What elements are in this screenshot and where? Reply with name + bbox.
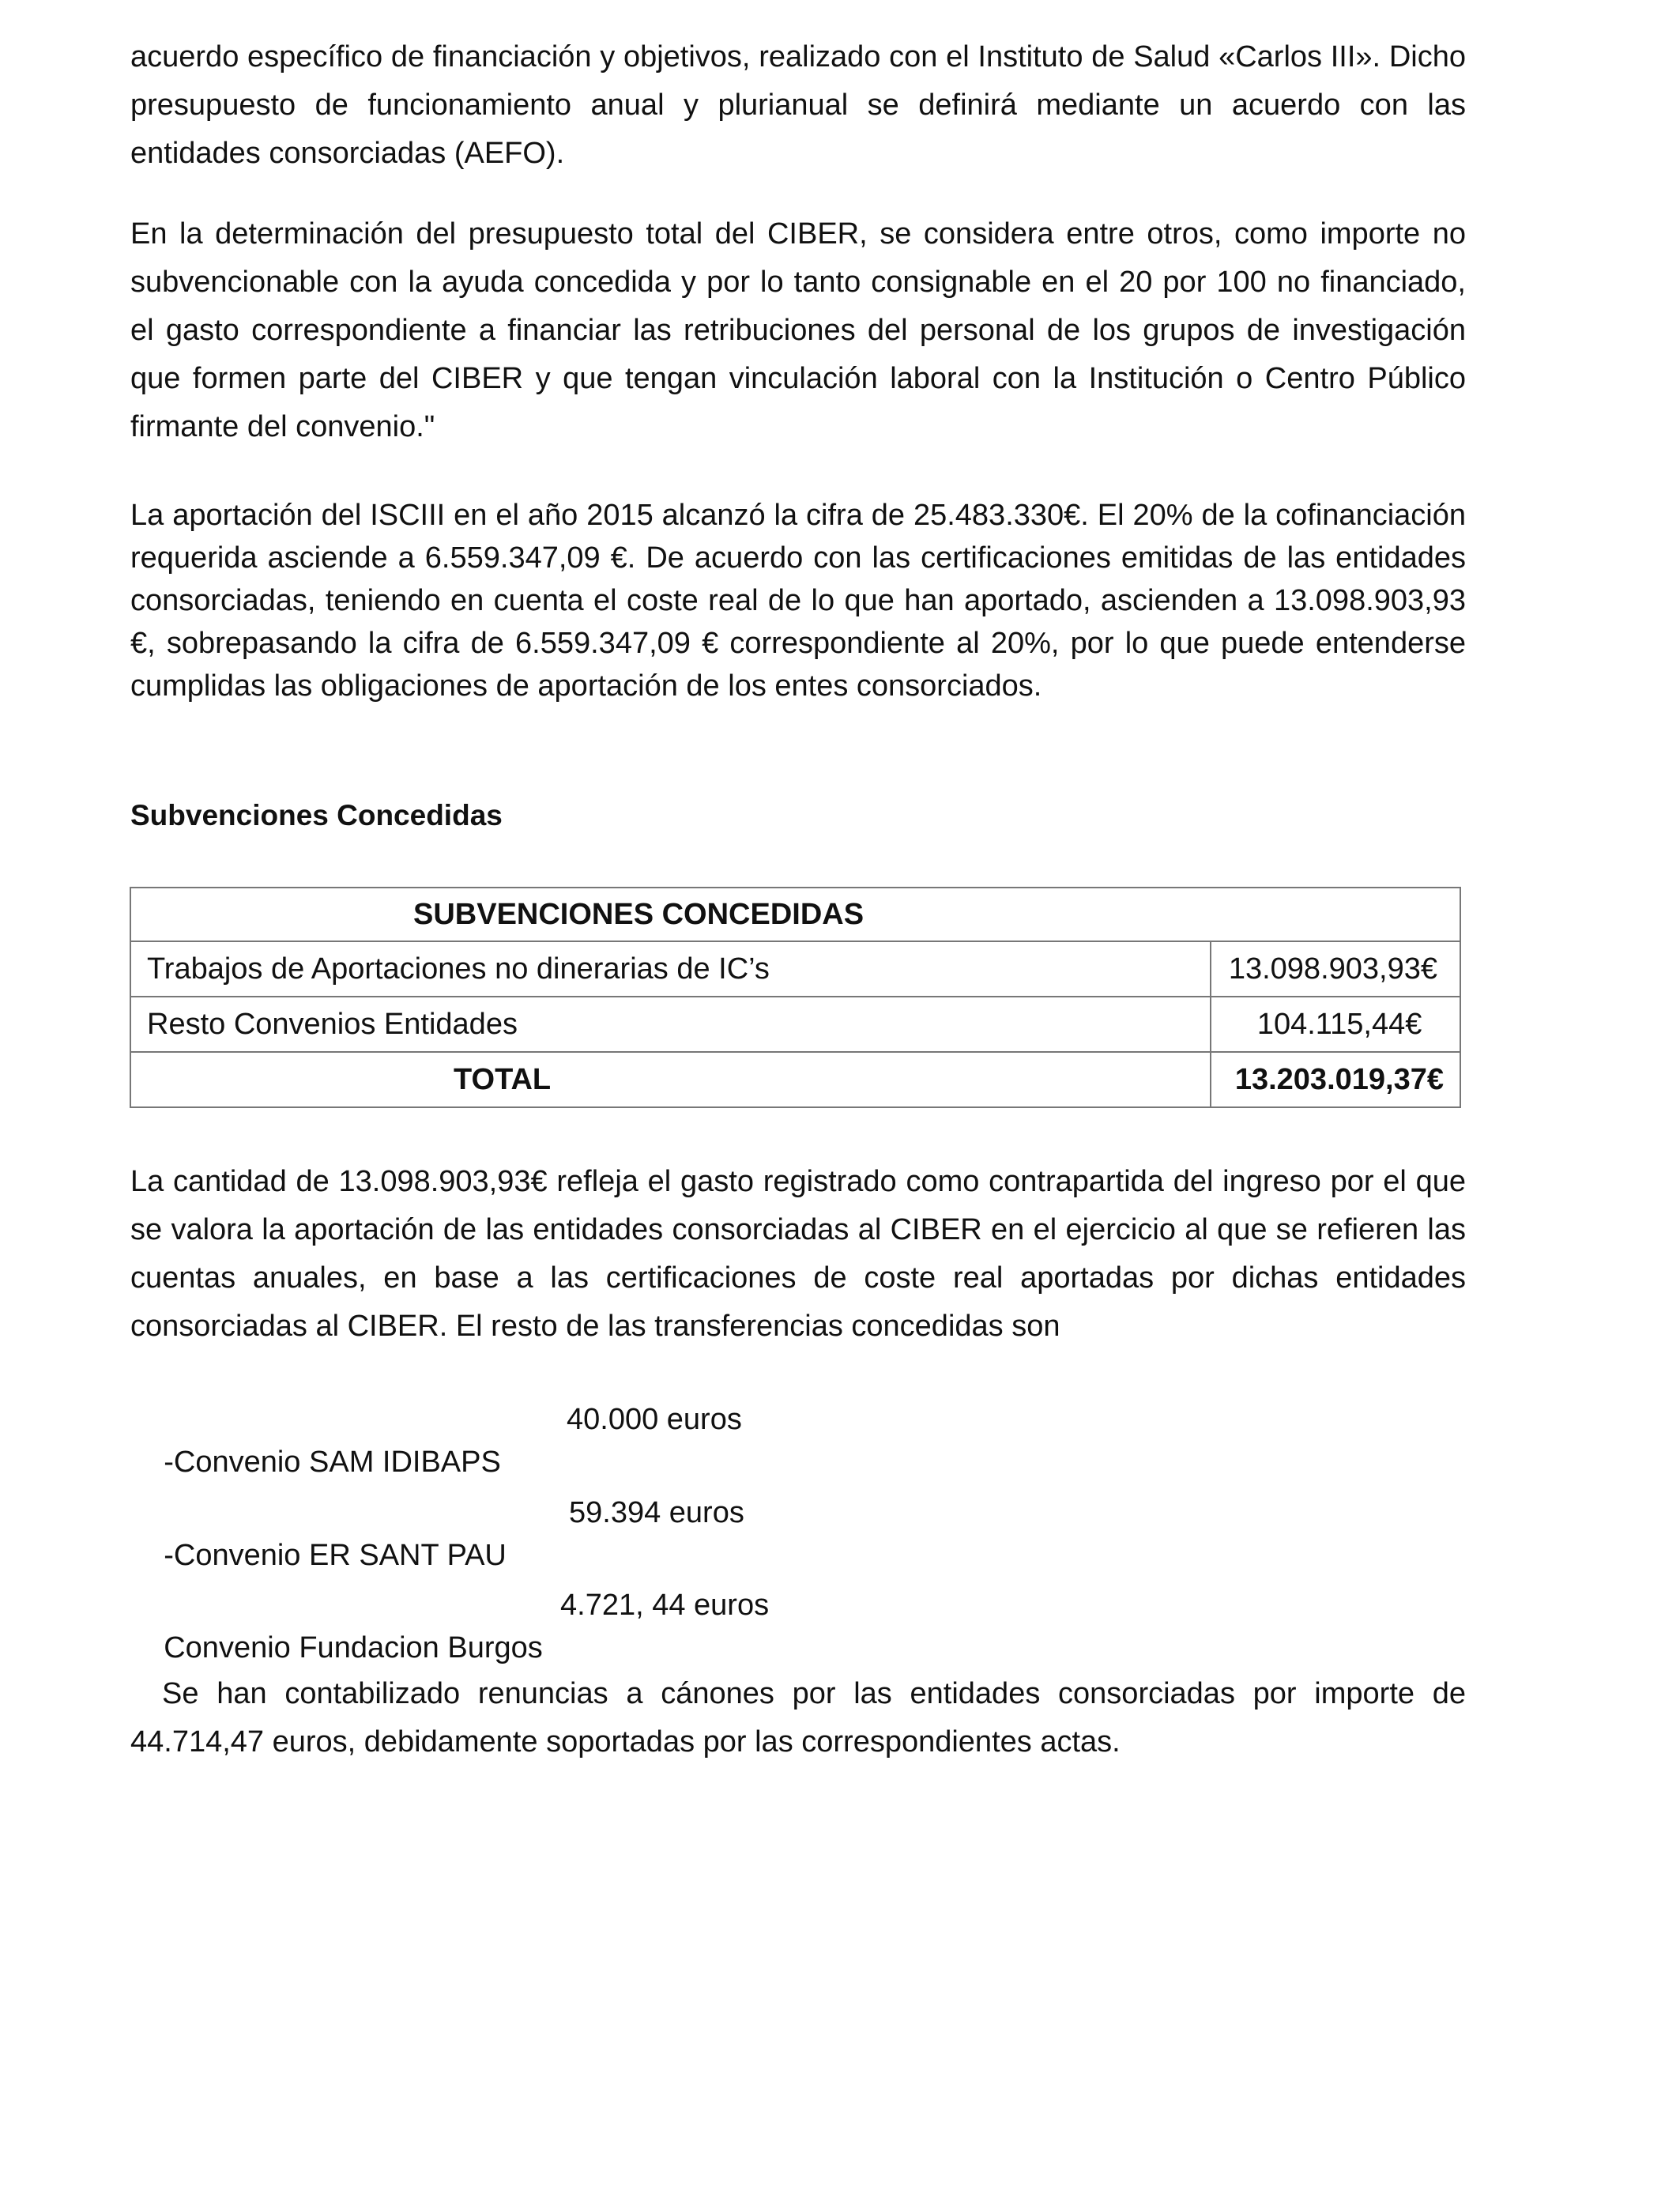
total-label: TOTAL [130,1052,1211,1107]
convenio-amount: 40.000 euros [567,1403,742,1436]
subvenciones-table [130,887,1461,1108]
table-row [130,997,1460,1052]
convenio-amount: 59.394 euros [569,1496,744,1529]
paragraph-isciii-contribution: La aportación del ISCIII en el año 2015 alcanzó la cifra de 25.483.330€. El 20% de la cofinanciación requerida asciende a 6.559.347,09 €. De acuerdo con las certificaciones emitidas de las entidades consorciadas, teniendo en cuenta el coste real de lo que han aportado, ascienden a 13.098.903,93 €, sobrepasando la cifra de 6.559.347,09 € correspondiente al 20%, por lo que puede entenderse cumplidas las obligaciones de aportación de los entes consorciados. [130,499,1466,703]
row-amount: 104.115,44€ [1211,997,1460,1052]
table-total-row [130,1052,1460,1107]
convenio-label: -Convenio SAM IDIBAPS [164,1446,501,1479]
section-heading: Subvenciones Concedidas [130,799,503,831]
paragraph-financing-agreement: acuerdo específico de financiación y objetivos, realizado con el Instituto de Salud «Carlos III». Dicho presupuesto de funcionamiento anual y plurianual se definirá mediante un acuerdo con las entidades consorciadas (AEFO). [130,40,1466,170]
table-header: SUBVENCIONES CONCEDIDAS [130,888,1460,941]
convenio-label: -Convenio ER SANT PAU [164,1539,507,1572]
paragraph-expense-explanation: La cantidad de 13.098.903,93€ refleja el gasto registrado como contrapartida del ingreso por el que se valora la aportación de las entidades consorciadas al CIBER en el ejercicio al que se refieren las cuentas anuales, en base a las certificaciones de coste real aportadas por dichas entidades consorciadas al CIBER. El resto de las transferencias concedidas son [130,1165,1466,1343]
total-amount: 13.203.019,37€ [1211,1052,1460,1107]
row-label: Resto Convenios Entidades [130,997,1211,1052]
paragraph-canon-waivers: Se han contabilizado renuncias a cánones por las entidades consorciadas por importe de 44.714,47 euros, debidamente soportadas por las correspondientes actas. [130,1677,1466,1759]
row-amount: 13.098.903,93€ [1211,941,1460,997]
convenio-label: Convenio Fundacion Burgos [164,1631,543,1664]
table-header-row [130,888,1460,941]
table-row [130,941,1460,997]
paragraph-budget-determination: En la determinación del presupuesto total del CIBER, se considera entre otros, como importe no subvencionable con la ayuda concedida y por lo tanto consignable en el 20 por 100 no financiado, el gasto correspondiente a financiar las retribuciones del personal de los grupos de investigación que formen parte del CIBER y que tengan vinculación laboral con la Institución o Centro Público firmante del convenio." [130,217,1466,443]
row-label: Trabajos de Aportaciones no dinerarias de IC’s [130,941,1211,997]
convenio-amount: 4.721, 44 euros [560,1589,770,1622]
